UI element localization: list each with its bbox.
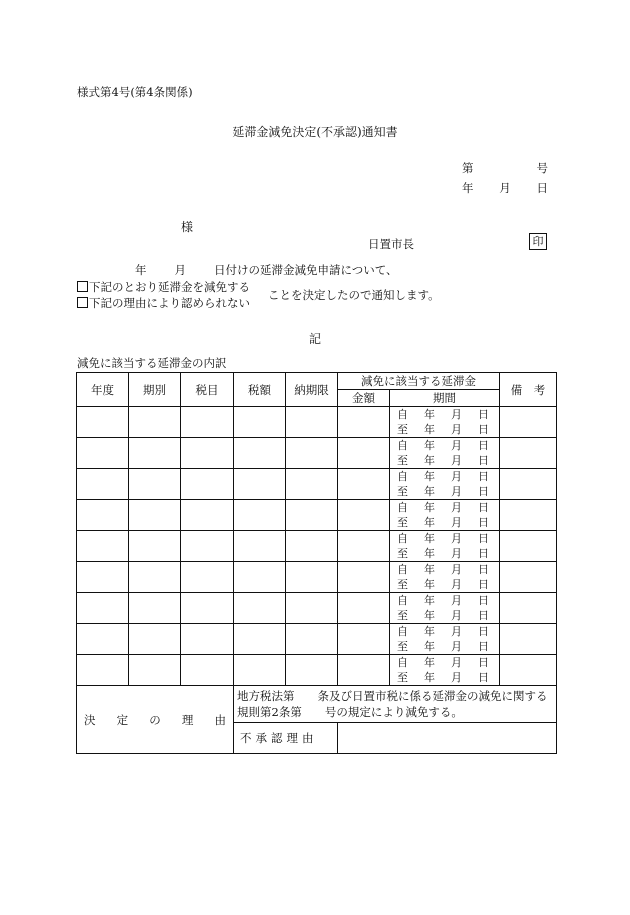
period-from-line [390,655,499,670]
cell-tax-amount[interactable] [234,531,286,562]
decision-reason-char: 理 [181,712,194,727]
seal-mark: 印 [529,233,547,250]
period-month: 月 [451,547,462,560]
period-label: 自 [397,470,408,483]
cell-period-type[interactable] [129,624,181,655]
cell-amount[interactable] [338,500,390,531]
period-day: 日 [478,454,489,467]
period-day: 日 [478,547,489,560]
cell-period-type[interactable] [129,407,181,438]
period-to-line [390,453,499,468]
breakdown-table [76,372,557,754]
application-date-line [135,262,398,278]
table-row [77,469,557,500]
cell-deadline[interactable] [286,593,338,624]
period-month: 月 [451,454,462,467]
cell-period[interactable] [390,593,500,624]
header-remarks: 備 考 [500,373,557,407]
period-year: 年 [424,470,435,483]
period-month: 月 [451,501,462,514]
period-day: 日 [478,532,489,545]
ki-heading: 記 [308,332,321,346]
period-label: 至 [397,640,408,653]
period-to-line [390,546,499,561]
period-year: 年 [424,563,435,576]
period-to-line [390,484,499,499]
period-label: 自 [397,439,408,452]
cell-remarks[interactable] [500,593,557,624]
cell-deadline[interactable] [286,531,338,562]
period-day: 日 [478,671,489,684]
cell-remarks[interactable] [500,469,557,500]
cell-remarks[interactable] [500,562,557,593]
period-month: 月 [451,470,462,483]
period-label: 自 [397,408,408,421]
cell-remarks[interactable] [500,438,557,469]
cell-tax-item[interactable] [181,407,234,438]
period-month: 月 [451,423,462,436]
cell-period[interactable] [390,655,500,686]
cell-tax-item[interactable] [181,531,234,562]
application-text: 日付けの延滞金減免申請について、 [214,263,398,277]
cell-remarks[interactable] [500,531,557,562]
option-reject-label: 下記の理由により認められない [89,296,250,310]
period-day: 日 [478,563,489,576]
period-day: 日 [478,625,489,638]
period-day: 日 [478,594,489,607]
header-amount: 金額 [338,390,390,407]
period-from-line [390,500,499,515]
cell-remarks[interactable] [500,500,557,531]
table-row [77,562,557,593]
cell-year[interactable] [77,655,129,686]
period-day: 日 [478,516,489,529]
cell-amount[interactable] [338,655,390,686]
period-month: 月 [451,594,462,607]
document-number [462,160,548,176]
period-year: 年 [424,532,435,545]
cell-tax-amount[interactable] [234,624,286,655]
recipient-suffix: 様 [181,220,194,234]
cell-tax-amount[interactable] [234,655,286,686]
cell-year[interactable] [77,438,129,469]
table-row [77,407,557,438]
cell-remarks[interactable] [500,655,557,686]
cell-period-type[interactable] [129,500,181,531]
cell-deadline[interactable] [286,438,338,469]
application-year: 年 [135,263,147,277]
cell-period[interactable] [390,500,500,531]
cell-tax-item[interactable] [181,655,234,686]
cell-period[interactable] [390,624,500,655]
period-year: 年 [424,485,435,498]
cell-tax-amount[interactable] [234,593,286,624]
table-row [77,624,557,655]
period-day: 日 [478,408,489,421]
period-label: 至 [397,671,408,684]
period-year: 年 [424,656,435,669]
period-label: 至 [397,516,408,529]
cell-amount[interactable] [338,469,390,500]
cell-deadline[interactable] [286,500,338,531]
cell-amount[interactable] [338,562,390,593]
table-row [77,531,557,562]
period-day: 日 [478,656,489,669]
cell-tax-amount[interactable] [234,469,286,500]
cell-tax-amount[interactable] [234,562,286,593]
doc-date-month: 月 [499,181,511,195]
checkbox-reduce[interactable] [77,281,88,292]
cell-remarks[interactable] [500,624,557,655]
doc-date-day: 日 [536,181,548,195]
option-reduce[interactable] [77,279,250,295]
header-tax-amount: 税額 [234,373,286,407]
period-month: 月 [451,609,462,622]
cell-amount[interactable] [338,624,390,655]
doc-date-year: 年 [462,181,474,195]
table-row [77,655,557,686]
period-month: 月 [451,485,462,498]
period-year: 年 [424,408,435,421]
decision-reason-char: の [149,712,161,727]
period-day: 日 [478,609,489,622]
checkbox-reject[interactable] [77,297,88,308]
period-year: 年 [424,578,435,591]
cell-period-type[interactable] [129,531,181,562]
period-to-line [390,422,499,437]
period-month: 月 [451,532,462,545]
period-from-line [390,593,499,608]
period-month: 月 [451,516,462,529]
application-month: 月 [174,263,186,277]
period-day: 日 [478,501,489,514]
decision-reason-row [77,686,557,723]
table-row [77,500,557,531]
option-reduce-label: 下記のとおり延滞金を減免する [89,280,250,294]
period-year: 年 [424,454,435,467]
table-row [77,438,557,469]
cell-year[interactable] [77,407,129,438]
period-to-line [390,577,499,592]
period-month: 月 [451,439,462,452]
header-applicable: 減免に該当する延滞金 [338,373,500,390]
period-month: 月 [451,578,462,591]
period-day: 日 [478,485,489,498]
period-year: 年 [424,501,435,514]
period-day: 日 [478,470,489,483]
cell-tax-amount[interactable] [234,438,286,469]
period-month: 月 [451,408,462,421]
cell-year[interactable] [77,562,129,593]
cell-period-type[interactable] [129,562,181,593]
decision-reason-label [77,686,234,754]
option-reject[interactable] [77,295,250,311]
period-label: 自 [397,563,408,576]
period-label: 至 [397,547,408,560]
period-label: 自 [397,625,408,638]
period-to-line [390,639,499,654]
period-to-line [390,515,499,530]
period-year: 年 [424,609,435,622]
document-title: 延滞金減免決定(不承認)通知書 [232,125,398,139]
cell-tax-item[interactable] [181,469,234,500]
period-day: 日 [478,578,489,591]
cell-amount[interactable] [338,438,390,469]
period-month: 月 [451,671,462,684]
period-year: 年 [424,640,435,653]
period-month: 月 [451,625,462,638]
decision-reason-char: 由 [214,712,226,727]
table-row [77,593,557,624]
decision-reason-char: 決 [84,712,96,727]
period-year: 年 [424,516,435,529]
cell-year[interactable] [77,500,129,531]
issuer-name: 日置市長 [368,237,414,251]
form-number: 様式第4号(第4条関係) [77,85,193,99]
decision-reason-char: 定 [116,712,129,727]
period-label: 至 [397,485,408,498]
period-label: 自 [397,501,408,514]
period-year: 年 [424,671,435,684]
period-from-line [390,531,499,546]
conclusion-text: ことを決定したので通知します。 [268,288,440,302]
cell-amount[interactable] [338,593,390,624]
period-year: 年 [424,547,435,560]
header-deadline: 納期限 [286,373,338,407]
header-period-type: 期別 [129,373,181,407]
period-label: 自 [397,594,408,607]
period-label: 至 [397,609,408,622]
period-label: 至 [397,454,408,467]
non-approval-label: 不承認理由 [234,723,338,754]
cell-tax-item[interactable] [181,593,234,624]
cell-tax-item[interactable] [181,562,234,593]
period-from-line [390,438,499,453]
table-caption: 減免に該当する延滞金の内訳 [77,356,227,370]
cell-year[interactable] [77,531,129,562]
cell-year[interactable] [77,624,129,655]
cell-amount[interactable] [338,407,390,438]
period-year: 年 [424,625,435,638]
cell-period[interactable] [390,438,500,469]
cell-deadline[interactable] [286,407,338,438]
cell-deadline[interactable] [286,655,338,686]
header-tax-item: 税目 [181,373,234,407]
cell-tax-amount[interactable] [234,407,286,438]
period-day: 日 [478,439,489,452]
cell-tax-item[interactable] [181,500,234,531]
period-from-line [390,624,499,639]
period-label: 至 [397,423,408,436]
period-to-line [390,608,499,623]
period-to-line [390,670,499,685]
cell-tax-item[interactable] [181,438,234,469]
period-year: 年 [424,423,435,436]
period-month: 月 [451,656,462,669]
cell-period-type[interactable] [129,469,181,500]
period-month: 月 [451,640,462,653]
period-year: 年 [424,594,435,607]
period-from-line [390,469,499,484]
cell-tax-amount[interactable] [234,500,286,531]
cell-year[interactable] [77,593,129,624]
period-year: 年 [424,439,435,452]
cell-tax-item[interactable] [181,624,234,655]
cell-period-type[interactable] [129,655,181,686]
cell-deadline[interactable] [286,624,338,655]
cell-period[interactable] [390,531,500,562]
period-day: 日 [478,423,489,436]
header-year: 年度 [77,373,129,407]
cell-period-type[interactable] [129,438,181,469]
cell-period[interactable] [390,562,500,593]
document-date [462,180,548,196]
period-label: 至 [397,578,408,591]
period-from-line [390,562,499,577]
doc-number-dai: 第 [462,161,474,175]
period-month: 月 [451,563,462,576]
cell-year[interactable] [77,469,129,500]
cell-period[interactable] [390,469,500,500]
cell-amount[interactable] [338,531,390,562]
cell-deadline[interactable] [286,562,338,593]
law-text: 地方税法第 条及び日置市税に係る延滞金の減免に関する規則第2条第 号の規定により減免する。 [234,686,557,723]
cell-period-type[interactable] [129,593,181,624]
cell-deadline[interactable] [286,469,338,500]
period-day: 日 [478,640,489,653]
period-from-line [390,407,499,422]
doc-number-go: 号 [536,161,548,175]
period-label: 自 [397,656,408,669]
period-label: 自 [397,532,408,545]
cell-period[interactable] [390,407,500,438]
non-approval-reason-field[interactable] [338,723,557,754]
cell-remarks[interactable] [500,407,557,438]
header-period: 期間 [390,390,500,407]
